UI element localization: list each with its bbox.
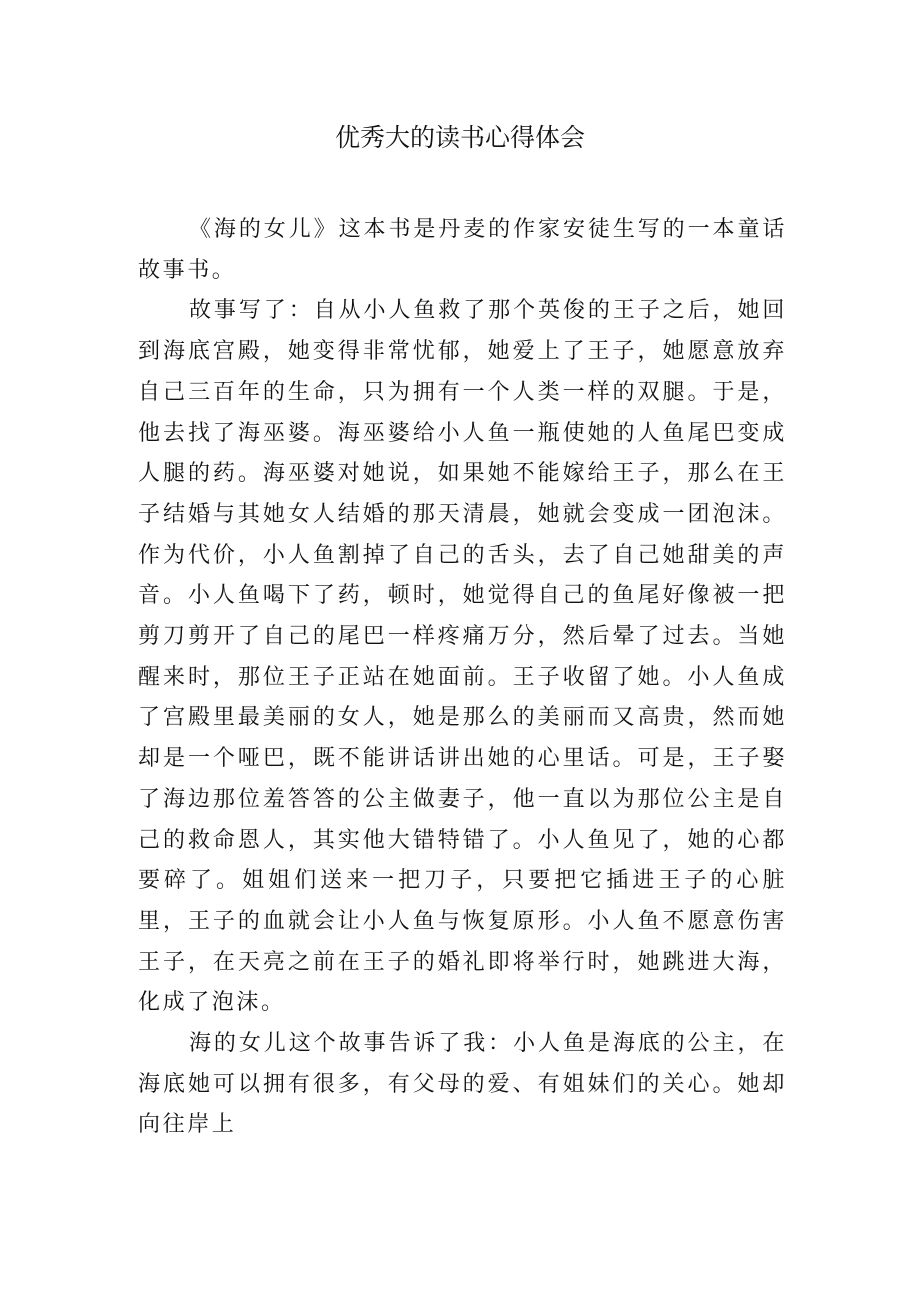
document-body bbox=[138, 210, 787, 1146]
paragraph-intro: 《海的女儿》这本书是丹麦的作家安徒生写的一本童话故事书。 bbox=[138, 217, 787, 283]
paragraph-story: 故事写了：自从小人鱼救了那个英俊的王子之后，她回到海底宫殿，她变得非常忧郁，她爱上了王子，她愿意放弃自己三百年的生命，只为拥有一个人类一样的双腿。于是，他去找了海巫婆。海巫婆给小人鱼一瓶使她的人鱼尾巴变成人腿的药。海巫婆对她说，如果她不能嫁给王子，那么在王子结婚与其她女人结婚的那天清晨，她就会变成一团泡沫。作为代价，小人鱼割掉了自己的舌头，去了自己她甜美的声音。小人鱼喝下了药，顿时，她觉得自己的鱼尾好像被一把剪刀剪开了自己的尾巴一样疼痛万分，然后晕了过去。当她醒来时，那位王子正站在她面前。王子收留了她。小人鱼成了宫殿里最美丽的女人，她是那么的美丽而又高贵，然而她却是一个哑巴，既不能讲话讲出她的心里话。可是，王子娶了海边那位羞答答的公主做妻子，他一直以为那位公主是自己的救命恩人，其实他大错特错了。小人鱼见了，她的心都要碎了。姐姐们送来一把刀子，只要把它插进王子的心脏里，王子的血就会让小人鱼与恢复原形。小人鱼不愿意伤害王子，在天亮之前在王子的婚礼即将举行时，她跳进大海，化成了泡沫。 bbox=[138, 298, 787, 1016]
document-title: 优秀大的读书心得体会 bbox=[334, 123, 585, 152]
paragraph-reflection: 海的女儿这个故事告诉了我：小人鱼是海底的公主，在海底她可以拥有很多，有父母的爱、有姐妹们的关心。她却向往岸上 bbox=[138, 1031, 787, 1138]
